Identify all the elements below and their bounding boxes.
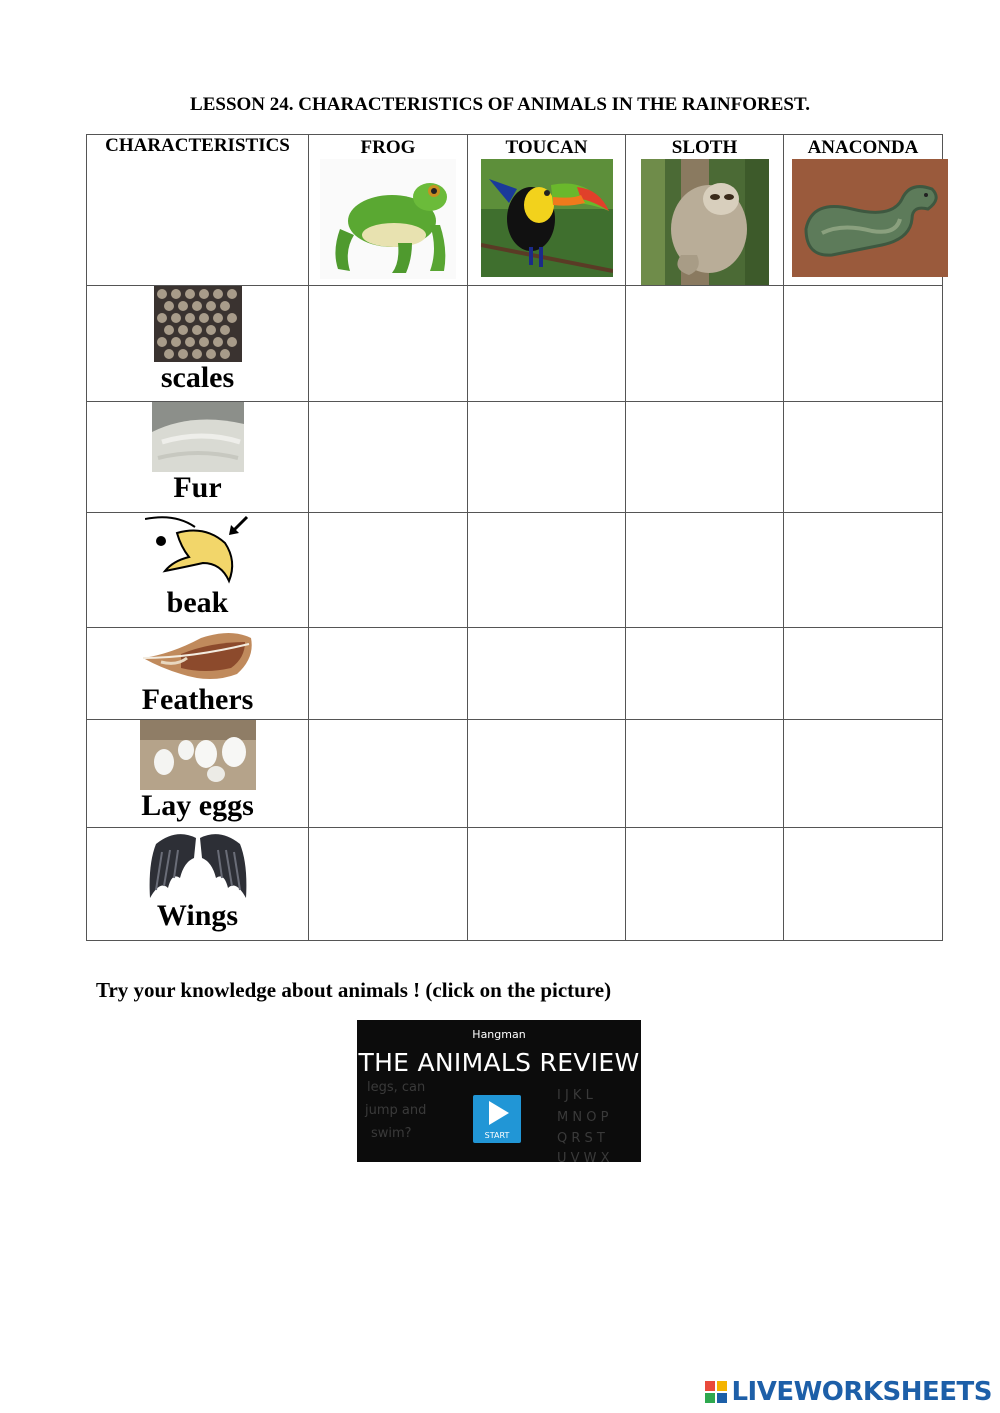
table-row [87,513,943,628]
start-label: START [484,1131,510,1140]
row-label: Fur [173,471,222,504]
row-label: Lay eggs [141,789,254,822]
answer-cell[interactable] [468,720,626,828]
fur-icon [152,402,244,472]
answer-cell[interactable] [309,402,468,513]
row-label-cell [87,720,309,828]
anaconda-icon [792,159,948,277]
sloth-icon [641,159,769,285]
answer-cell[interactable] [626,828,784,941]
answer-cell[interactable] [626,286,784,402]
hangman-game-link[interactable] [357,1020,641,1162]
table-row [87,286,943,402]
answer-cell[interactable] [784,402,943,513]
wings-icon [146,828,250,900]
row-label-cell [87,402,309,513]
page-title: LESSON 24. CHARACTERISTICS OF ANIMALS IN THE RAINFOREST. [190,94,810,115]
game-title: THE ANIMALS REVIEW [358,1048,640,1077]
answer-cell[interactable] [784,628,943,720]
toucan-icon [481,159,613,277]
row-label-cell [87,828,309,941]
answer-cell[interactable] [784,513,943,628]
answer-cell[interactable] [626,402,784,513]
answer-cell[interactable] [468,286,626,402]
answer-cell[interactable] [309,628,468,720]
answer-cell[interactable] [309,286,468,402]
answer-cell[interactable] [468,828,626,941]
row-label-cell [87,286,309,402]
answer-cell[interactable] [784,286,943,402]
table-row [87,828,943,941]
animal-header-toucan [468,135,626,286]
answer-cell[interactable] [468,513,626,628]
answer-cell[interactable] [626,720,784,828]
eggs-icon [140,720,256,790]
scales-icon [154,286,242,362]
ghost-letters: I J K L [557,1088,593,1103]
play-icon [473,1095,521,1131]
frog-icon [320,159,456,279]
row-label: scales [160,361,235,394]
answer-cell[interactable] [626,513,784,628]
row-label: Feathers [141,683,254,716]
animal-name: TOUCAN [505,137,588,158]
row-label-cell [87,628,309,720]
answer-cell[interactable] [784,720,943,828]
animal-name: SLOTH [671,137,738,158]
answer-cell[interactable] [309,513,468,628]
ghost-question-line: jump and [365,1103,427,1118]
answer-cell[interactable] [784,828,943,941]
row-label-cell [87,513,309,628]
ghost-question-line: swim? [371,1126,412,1141]
animal-header-anaconda [784,135,943,286]
answer-cell[interactable] [626,628,784,720]
table-row [87,402,943,513]
ghost-letters: U V W X [557,1151,610,1162]
feather-icon [141,628,255,684]
row-label: beak [166,586,229,619]
answer-cell[interactable] [468,628,626,720]
beak-icon [145,513,251,587]
ghost-letters: Q R S T [557,1131,605,1146]
table-row [87,628,943,720]
row-label: Wings [156,899,239,932]
ghost-letters: M N O P [557,1110,609,1125]
animal-name: ANACONDA [807,137,919,158]
answer-cell[interactable] [468,402,626,513]
liveworksheets-brand [705,1377,992,1407]
animal-header-frog [309,135,468,286]
characteristics-heading: CHARACTERISTICS [105,135,290,156]
game-prompt: Try your knowledge about animals ! (click on the picture) [96,978,612,1002]
table-row [87,720,943,828]
liveworksheets-logo-icon [705,1381,727,1403]
animal-header-sloth [626,135,784,286]
game-kind: Hangman [472,1028,526,1041]
answer-cell[interactable] [309,828,468,941]
characteristics-table [86,134,943,941]
corner-cell [87,135,309,286]
ghost-question-line: legs, can [367,1080,426,1095]
brand-name: LIVEWORKSHEETS [731,1377,992,1407]
answer-cell[interactable] [309,720,468,828]
header-row [87,135,943,286]
animal-name: FROG [360,137,416,158]
play-button[interactable] [473,1095,521,1143]
